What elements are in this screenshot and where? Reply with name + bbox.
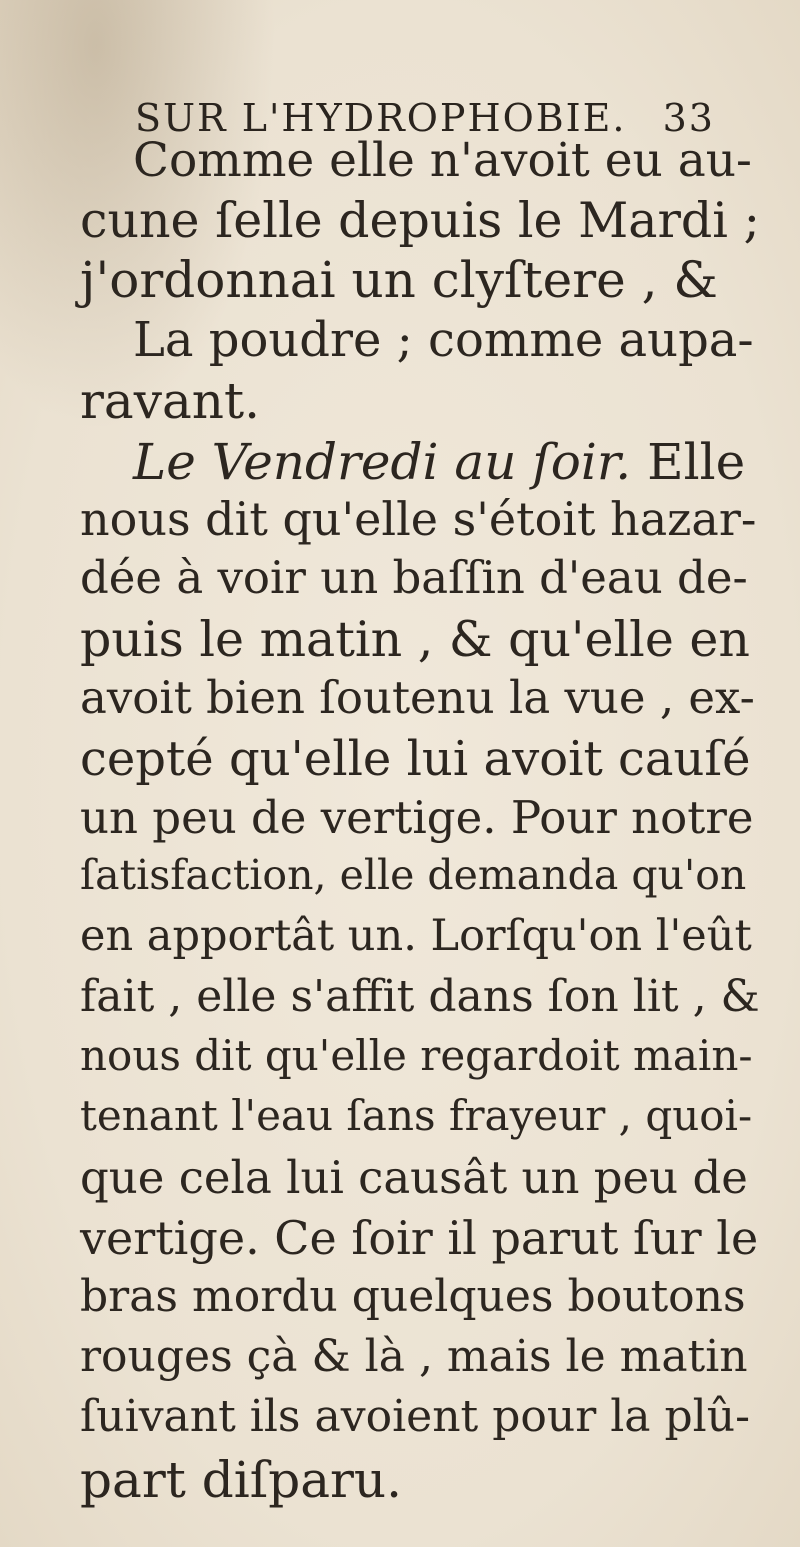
text-line-1: Comme elle n'avoit eu au- (133, 133, 752, 188)
text-line-15: fait , elle s'affit dans ſon lit , & (80, 971, 760, 1022)
text-line-6 (133, 433, 746, 491)
running-title: SUR L'HYDROPHOBIE. (135, 96, 627, 140)
dateline-italic: Le Vendredi au ſoir. (133, 433, 632, 491)
text-line-3: j'ordonnai un clyſtere , & (80, 251, 718, 309)
text-line-14: en apportât un. Lorſqu'on l'eût (80, 911, 752, 961)
text-line-22: ſuivant ils avoient pour la plû- (80, 1391, 750, 1442)
dateline-rest: Elle (631, 433, 746, 491)
text-line-2: cune ſelle depuis le Mardi ; (80, 192, 761, 249)
text-line-9: puis le matin , & qu'elle en (80, 611, 750, 668)
text-line-18: que cela lui causât un peu de (80, 1151, 748, 1204)
page-number: 33 (662, 96, 715, 140)
text-line-12: un peu de vertige. Pour notre (80, 791, 754, 844)
text-line-4: La poudre ; comme aupa- (133, 312, 754, 368)
text-line-19: vertige. Ce ſoir il parut ſur le (80, 1211, 759, 1265)
text-line-16: nous dit qu'elle regardoit main- (80, 1031, 753, 1080)
text-line-5: ravant. (80, 372, 260, 430)
text-line-8: dée à voir un baſſin d'eau de- (80, 551, 748, 604)
text-line-23: part diſparu. (80, 1451, 403, 1509)
text-line-20: bras mordu quelques boutons (80, 1271, 746, 1322)
text-line-21: rouges çà & là , mais le matin (80, 1331, 748, 1382)
text-line-7: nous dit qu'elle s'étoit hazar- (80, 492, 757, 546)
text-line-10: avoit bien ſoutenu la vue , ex- (80, 671, 755, 724)
text-line-13: ſatisfaction, elle demanda qu'on (80, 851, 747, 899)
text-line-11: cepté qu'elle lui avoit cauſé (80, 731, 751, 787)
text-line-17: tenant l'eau ſans frayeur , quoi- (80, 1091, 753, 1140)
